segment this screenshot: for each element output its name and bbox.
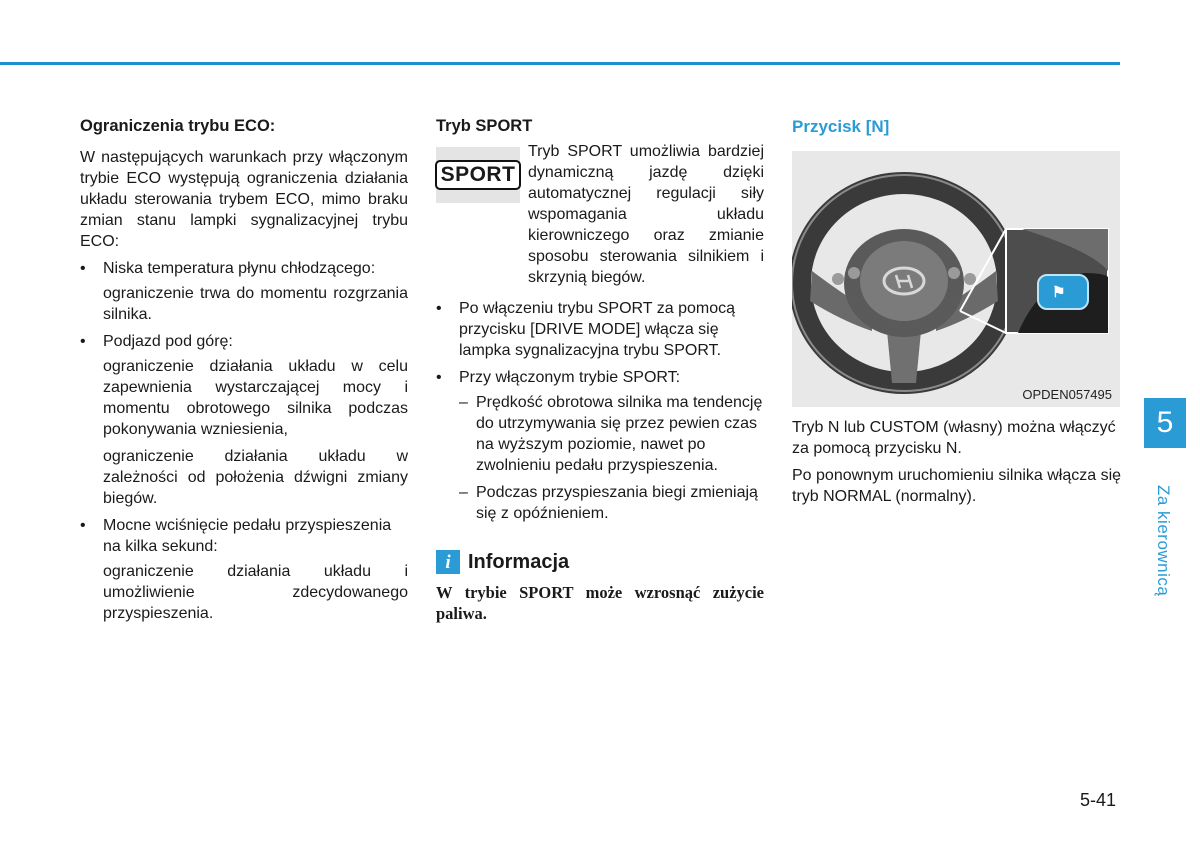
header-rule bbox=[0, 62, 1120, 65]
bullet-subtext: ograniczenie działania układu i umożliwienie zdecydowanego przyspieszenia. bbox=[103, 563, 408, 622]
bullet-text: Niska temperatura płynu chłodzącego: bbox=[103, 260, 376, 277]
bullet-icon: • bbox=[436, 300, 442, 317]
sport-description: Tryb SPORT umożliwia bardziej dynamiczną jazdę dzięki automatycznej regulacji siły wspomagania układu kierowniczego oraz zmianie sposobu sterowania silnikiem i skrzynią biegów. bbox=[528, 143, 764, 286]
bullet-item bbox=[80, 258, 408, 279]
bullet-item bbox=[80, 515, 408, 557]
info-icon: i bbox=[436, 550, 460, 574]
sport-indicator-icon: SPORT bbox=[435, 160, 522, 190]
steering-wheel-figure bbox=[792, 151, 1120, 407]
info-header bbox=[436, 550, 764, 574]
bullet-icon: • bbox=[80, 260, 86, 277]
dash-text: Podczas przyspieszania biegi zmieniają się z opóźnieniem. bbox=[476, 484, 758, 522]
bullet-icon: • bbox=[80, 517, 86, 534]
bullet-item bbox=[80, 331, 408, 352]
eco-limits-heading: Ograniczenia trybu ECO: bbox=[80, 117, 276, 135]
bullet-text: Mocne wciśnięcie pedału przyspieszenia na kilka sekund: bbox=[103, 517, 392, 555]
left-column bbox=[80, 116, 408, 630]
info-title: Informacja bbox=[468, 550, 570, 573]
bullet-subtext: ograniczenie działania układu w zależności od położenia dźwigni zmiany biegów. bbox=[103, 448, 408, 507]
chapter-label: Za kierownicą bbox=[1154, 485, 1173, 597]
bullet-text: Przy włączonym trybie SPORT: bbox=[459, 369, 681, 386]
bullet-item bbox=[436, 367, 764, 388]
n-button-text-1: Tryb N lub CUSTOM (własny) można włączyć za pomocą przycisku N. bbox=[792, 419, 1116, 457]
page-number: 5-41 bbox=[1080, 790, 1117, 810]
figure-code: OPDEN057495 bbox=[1022, 387, 1112, 402]
n-button-flag-icon: ⚑ bbox=[1052, 284, 1066, 301]
sport-badge-frame bbox=[436, 147, 520, 203]
right-column bbox=[792, 116, 1122, 513]
dash-item bbox=[459, 392, 764, 476]
eco-limits-intro: W następujących warunkach przy włączonym trybie ECO występują ograniczenia działania układu sterowania trybem ECO, mimo braku zmian stanu lampki sygnalizacyjnej trybu ECO: bbox=[80, 149, 408, 250]
dash-item bbox=[459, 482, 764, 524]
dash-icon: – bbox=[459, 394, 468, 411]
dash-icon: – bbox=[459, 484, 468, 501]
wheel-spoke-bottom bbox=[887, 331, 921, 383]
bullet-subtext: ograniczenie trwa do momentu rozgrzania silnika. bbox=[103, 285, 408, 323]
n-button-text-2: Po ponownym uruchomieniu silnika włącza się tryb NORMAL (normalny). bbox=[792, 467, 1122, 505]
n-button-heading: Przycisk [N] bbox=[792, 117, 890, 136]
info-text: W trybie SPORT może wzrosnąć zużycie paliwa. bbox=[436, 583, 764, 623]
bullet-subtext: ograniczenie działania układu w celu zapewnienia wystarczającej mocy i momentu obrotowego silnika podczas pokonywania wzniesienia, bbox=[103, 358, 408, 438]
bullet-text: Po włączeniu trybu SPORT za pomocą przycisku [DRIVE MODE] włącza się lampka sygnalizacyjna trybu SPORT. bbox=[459, 300, 735, 359]
bullet-icon: • bbox=[80, 333, 86, 350]
dash-text: Prędkość obrotowa silnika ma tendencję do utrzymywania się przez pewien czas na wyższym poziomie, nawet po zwolnieniu pedału przyspieszenia. bbox=[476, 394, 763, 474]
sport-mode-heading: Tryb SPORT bbox=[436, 117, 533, 135]
steering-wheel-illustration bbox=[792, 151, 1120, 407]
bullet-text: Podjazd pod górę: bbox=[103, 333, 233, 350]
bullet-icon: • bbox=[436, 369, 442, 386]
bullet-item bbox=[436, 298, 764, 361]
middle-column bbox=[436, 116, 764, 624]
sport-intro bbox=[436, 143, 764, 288]
chapter-number: 5 bbox=[1144, 398, 1186, 448]
